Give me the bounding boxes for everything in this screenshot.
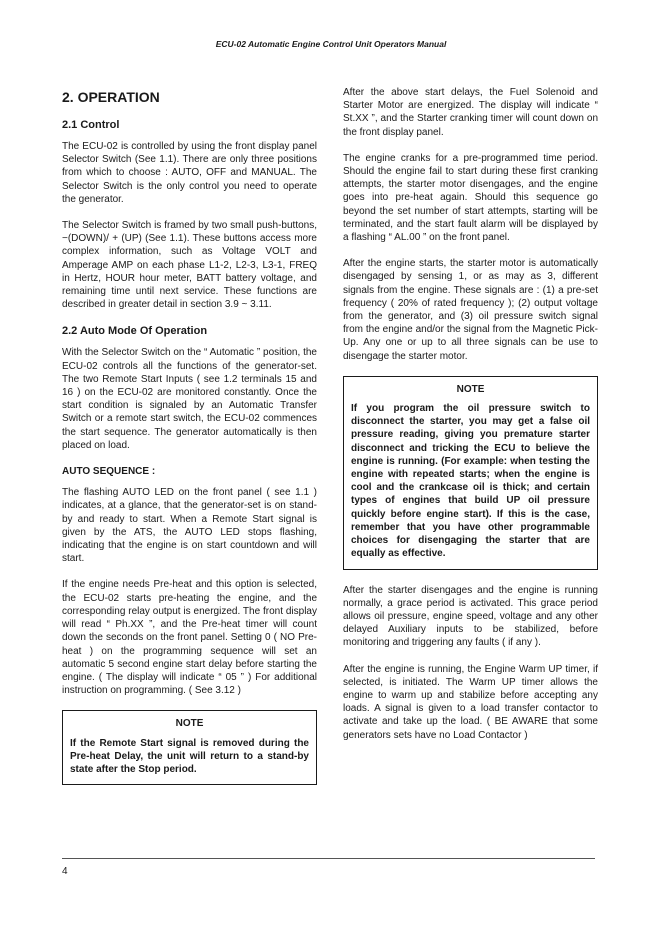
paragraph: With the Selector Switch on the “ Automatic ” position, the ECU-02 controls all the functions of the generator-set. The two Remote Start Inputs ( see 1.2 terminals 15 and 16 ) on the ECU-02 are monitored constantly. Once the start condition is signaled by an Automatic Transfer Switch or a remote start switch, the ECU-02 commences the start sequence. The generator automatically is then placed on load. [62, 347, 317, 451]
left-column [62, 86, 317, 799]
subsection-control-title: 2.1 Control [62, 119, 120, 131]
paragraph: After the engine is running, the Engine Warm UP timer, if selected, is initiated. The Warm UP timer allows the engine to warm up and stabilize before accepting any loads. A signal is given to a load transfer contactor to activate and take up the load. ( BE AWARE that some generators sets have no Load Contactor ) [343, 663, 598, 741]
note-text: If the Remote Start signal is removed during the Pre-heat Delay, the unit will return to a stand-by state after the Stop period. [70, 737, 309, 775]
subsection-auto-mode-title: 2.2 Auto Mode Of Operation [62, 325, 208, 338]
note-box [62, 710, 317, 785]
paragraph: If the engine needs Pre-heat and this option is selected, the ECU-02 starts pre-heating the engine, and the corresponding relay output is energized. The front display will read “ Ph.XX ”, and the Pre-heat timer will count down the seconds on the front panel. Setting 0 ( NO Pre-heat ) on the programming sequence will set an automatic 5 second engine start delay before starting the engine. ( The display will indicate “ 05 ” ) For additional instruction on programming. ( See 3.12 ) [62, 579, 317, 697]
right-column [343, 86, 598, 755]
note-text: If you program the oil pressure switch to disconnect the starter, you may get a false oil pressure reading, giving you premature starter disconnect and tricking the ECU to believe the engine is running. (For example: when testing the engine with repeated starts; when the engine is cool and the crankcase oil is thick; and certain types of engines that build UP oil pressure quickly before engine start). If this is the case, remember that you have other programmable choices for disengaging the starter that are equally as effective. [351, 403, 590, 560]
paragraph: The flashing AUTO LED on the front panel ( see 1.1 ) indicates, at a glance, that the generator-set is on stand-by and ready to start. When a Remote Start signal is given by the ATS, the AUTO LED stops flashing, indicating that the engine is on start countdown and will start. [62, 487, 317, 565]
running-header: ECU-02 Automatic Engine Control Unit Operators Manual [215, 39, 447, 49]
page-number: 4 [62, 866, 68, 877]
note-title: NOTE [456, 383, 485, 395]
paragraph: After the above start delays, the Fuel Solenoid and Starter Motor are energized. The display will indicate “ St.XX ”, and the Starter cranking timer will count down on the front display panel. [343, 87, 598, 138]
auto-sequence-heading: AUTO SEQUENCE : [62, 466, 156, 478]
paragraph: The ECU-02 is controlled by using the front display panel Selector Switch (See 1.1). There are only three positions from which to choose : AUTO, OFF and MANUAL. The Selector Switch is the only control you need to operate the generator. [62, 141, 317, 205]
paragraph: After the starter disengages and the engine is running normally, a grace period is activated. This grace period allows oil pressure, engine speed, voltage and any other delayed Auxiliary inputs to be stabilized, before monitoring and triggering any faults ( if any ). [343, 584, 598, 649]
section-title: 2. OPERATION [62, 89, 160, 105]
paragraph: The Selector Switch is framed by two small push-buttons, −(DOWN)/ + (UP) (See 1.1). These buttons access more complex information, such as Voltage VOLT and Amperage AMP on each phase L1-2, L2-3, L3-1, FREQ in Hertz, HOUR hour meter, BATT battery voltage, and remaining time until next service. These functions are described in greater detail in section 3.9 ~ 3.11. [62, 220, 317, 311]
note-title: NOTE [175, 718, 204, 730]
note-box [343, 376, 598, 570]
paragraph: After the engine starts, the starter motor is automatically disengaged by sensing 1, or as may as 3, different signals from the engine. These signals are : (1) a pre-set frequency ( 20% of rated frequency ); (2) output voltage from the generator, and (3) oil pressure switch signal from the engine and/or the signal from the Magnetic Pick-Up. Any one or up to all three signals can be use to disengage the starter motor. [343, 258, 598, 362]
footer-rule [62, 858, 595, 859]
paragraph: The engine cranks for a pre-programmed time period. Should the engine fail to start during these first cranking attempts, the starter motor disengages, and the engine goes into pre-heat again. Should this sequence go beyond the set number of start attempts, starting will be terminated, and the start fault alarm will be displayed by a flashing “ AL.00 ” on the front panel. [343, 152, 598, 244]
